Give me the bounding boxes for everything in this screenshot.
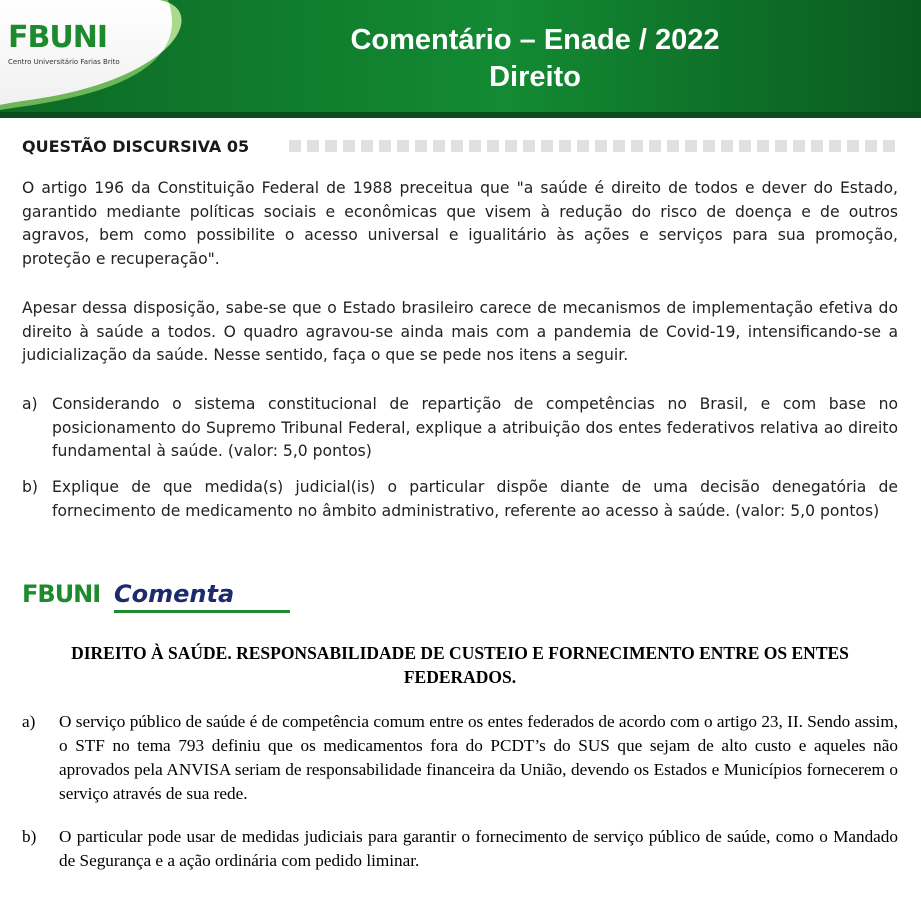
answer-text: O particular pode usar de medidas judiciais para garantir o fornecimento de serviço público de saúde, como o Mandado de Segurança e a ação ordinária com pedido liminar. (59, 827, 898, 870)
answer-text: O serviço público de saúde é de competência comum entre os entes federados de acordo com o artigo 23, II. Sendo assim, o STF no tema 793 definiu que os medicamentos fora do PCDT’s do SUS que sejam de alto custo e aqueles não aprovados pela ANVISA seriam de responsabilidade financeira da União, devendo os Estados e Municípios fornecerem o serviço através de sua rede. (59, 712, 898, 803)
title-line-2: Direito (489, 61, 581, 93)
item-label: a) (22, 395, 38, 413)
title-line-1: Comentário – Enade / 2022 (350, 24, 720, 56)
item-text: Considerando o sistema constitucional de repartição de competências no Brasil, e com base no posicionamento do Supremo Tribunal Federal, explique a atribuição dos entes federativos relativa ao direito fundamental à saúde. (valor: 5,0 pontos) (52, 395, 898, 460)
answer-item-b (22, 825, 898, 873)
question-paragraph-1: O artigo 196 da Constituição Federal de 1988 preceitua que "a saúde é direito de todos e dever do Estado, garantido mediante políticas sociais e econômicas que visem à redução do risco de doença e de outros agravos, bem como possibilite o acesso universal e igualitário às ações e serviços para sua promoção, proteção e recuperação". (22, 179, 898, 268)
fbuni-comenta-logo (22, 576, 282, 616)
item-text: Explique de que medida(s) judicial(is) o particular dispõe diante de uma decisão denegatória de fornecimento de medicamento no âmbito administrativo, referente ao acesso à saúde. (valor: 5,0 pontos) (52, 478, 898, 520)
question-paragraph-2: Apesar dessa disposição, sabe-se que o Estado brasileiro carece de mecanismos de implementação efetiva do direito à saúde a todos. O quadro agravou-se ainda mais com a pandemia de Covid-19, intensificando-se a judicialização da saúde. Nesse sentido, faça o que se pede nos itens a seguir. (22, 299, 898, 364)
item-label: b) (22, 478, 38, 496)
question-item-b (22, 476, 898, 523)
comenta-underline (114, 610, 290, 613)
answer-item-a (22, 710, 898, 806)
logo-wordmark: FBUNI (8, 20, 107, 55)
question-heading (22, 134, 900, 158)
page-title (240, 22, 830, 96)
fbuni-logo (8, 14, 120, 66)
question-heading-label: QUESTÃO DISCURSIVA 05 (22, 136, 250, 156)
heading-dash-decoration (289, 140, 900, 152)
answer-label: a) (22, 712, 36, 731)
logo-subtitle: Centro Universitário Farias Brito (8, 58, 120, 66)
header-banner (0, 0, 921, 118)
answer-title: DIREITO À SAÚDE. RESPONSABILIDADE DE CUSTEIO E FORNECIMENTO ENTRE OS ENTES FEDERADOS. (71, 643, 849, 687)
comenta-label: Comenta (114, 580, 235, 608)
answer-label: b) (22, 827, 37, 846)
comenta-logo-wordmark: FBUNI (22, 580, 101, 608)
question-item-a (22, 393, 898, 464)
